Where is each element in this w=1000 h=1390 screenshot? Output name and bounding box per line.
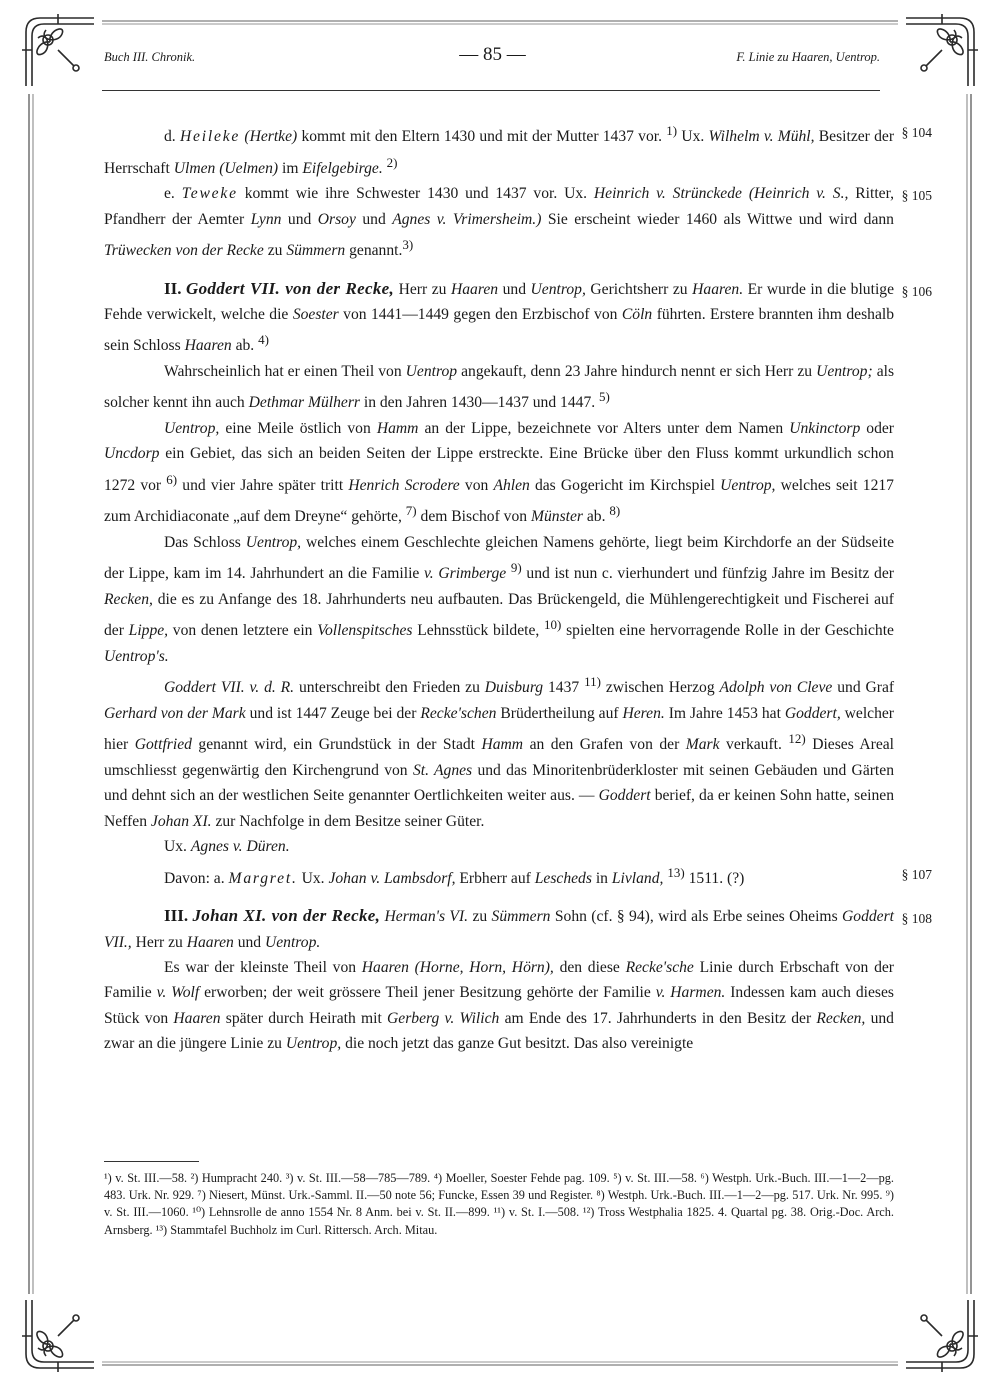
section-marker: § 107 [901,866,932,882]
frame-top-edge [102,18,898,26]
ornament-top-left [18,10,102,94]
paragraph-teweke: e. Teweke kommt wie ihre Schwester 1430 und 1437 vor. Ux. Heinrich v. Strünckede § 105 (Heinrich v. S., Ritter, Pfandherr der Aemter Lynn und Orsoy und Agnes v. Vrimersheim.) Sie erscheint wieder 1460 als Wittwe und wird dann Trüwecken von der Recke zu Sümmern genannt.$^{3)}$ [104,185,932,260]
paragraph-haaren-property: Es war der kleinste Theil von Haaren (Horne, Horn, Hörn), den diese Recke'sche Linie durch Erbschaft von der Familie v. Wolf erworben; der weit grössere Theil jener Besitzung gehörte der Familie v. Harmen. Indessen kam auch dieses Stück von Haaren später durch Heirath mit Gerberg v. Wilich am Ende des 17. Jahrhunderts in den Besitz der Recken, und zwar an die jüngere Linie zu Uentrop, die noch jetzt das ganze Gut besitzt. Das also vereinigte [104,959,894,1053]
paragraph-uentrop-purchase: Wahrscheinlich hat er einen Theil von Uentrop angekauft, denn 23 Jahre hindurch nennt er sich Herr zu Uentrop; als solcher kennt ihn auch Dethmar Mülherr in den Jahren 1430—1437 und 1447. $^{5)}$ [104,363,895,412]
ornament-bottom-left [18,1292,102,1376]
header-left: Buch III. Chronik. [104,50,196,64]
ornament-bottom-right [898,1292,982,1376]
page-number: — 85 — [459,44,526,65]
header-rule [102,90,880,91]
paragraph-davon: Davon: a. Margret. Ux. Johan v. Lambsdorf, Erbherr auf Lescheds in Livland, $^{13)}$ 1511. (?) § 107 [104,860,894,892]
paragraph-uentrop-history: Uentrop, eine Meile östlich von Hamm an der Lippe, bezeichnete vor Alters unter dem Namen Unkinctorp oder Uncdorp ein Gebiet, das sich an beiden Seiten der Lippe erstreckte. Eine Brücke über den Fluss kommt urkundlich schon 1272 vor $^{6)}$ und vier Jahre später tritt Henrich Scrodere von Ahlen das Gogericht im Kirchspiel Uentrop, welches seit 1217 zum Archidiaconate „auf dem Dreyne“ gehörte, $^{7)}$ dem Bischof von Münster ab. $^{8)}$ [104,420,895,526]
section-marker: § 104 [901,125,932,140]
main-text [104,118,932,1057]
footnotes: ¹) v. St. III.—58. ²) Humpracht 240. ³) v. St. III.—58—785—789. ⁴) Moeller, Soester Fehde pag. 109. ⁵) v. St. III.—58. ⁶) Westph. Urk.-Buch. III.—1—2—pg. 483. Urk. Nr. 929. ⁷) Niesert, Münst. Urk.-Samml. II.—50 note 56; Funcke, Essen 39 und Register. ⁸) Westph. Urk.-Buch. III.—1—2—pg. 517. Urk. Nr. 995. ⁹) v. St. III.—1060. ¹⁰) Lehnsrolle de anno 1554 Nr. 8 Anm. bei v. St. II.—899. ¹¹) v. St. I.—508. ¹²) Tross Westphalia 1825. 4. Quartal pg. 38. Orig.-Doc. Arch. Arnsberg. ¹³) Stammtafel Buchholz im Curl. Rittersch. Arch. Mitau. [104,1171,894,1237]
section-marker: § 105 [901,188,932,204]
section-marker: § 106 [901,283,932,299]
section-marker: § 108 [901,911,932,927]
paragraph-ux-agnes: Ux. Agnes v. Düren. [164,838,290,856]
paragraph-schloss: Das Schloss Uentrop, welches einem Geschlechte gleichen Namens gehörte, liegt beim Kirchdorfe an der Südseite der Lippe, kam im 14. Jahrhundert an die Familie v. Grimberge $^{9)}$ und ist nun c. vierhundert und fünfzig Jahre im Besitz der Recken, die es zu Anfange des 18. Jahrhunderts neu aufbauten. Das Brückengeld, die Mühlengerechtigkeit und Fischerei auf der Lippe, von denen letztere ein Vollenspitsches Lehnsstück bildete, $^{10)}$ spielten eine hervorragende Rolle in der Geschichte Uentrop's. [104,534,894,665]
ornament-top-right [898,10,982,94]
frame-right-edge [964,94,974,1294]
header-right: F. Linie zu Haaren, Uentrop. [736,50,880,64]
frame-bottom-edge [102,1360,898,1368]
paragraph-goddert-heading: II. Goddert VII. von der Recke, Herr zu Haaren und Uentrop, Gerichtsherr zu § 106 Haaren. Er wurde in die blutige Fehde verwickelt, welche die Soester von 1441—1449 gegen den Erzbischof von Cöln führten. Erstere brannten ihm deshalb sein Schloss Haaren ab. $^{4)}$ [104,278,932,355]
frame-left-edge [26,94,36,1294]
footnote-rule [104,1161,199,1162]
paragraph-duisburg: Goddert VII. v. d. R. unterschreibt den Frieden zu Duisburg 1437 $^{11)}$ zwischen Herzog Adolph von Cleve und Graf Gerhard von der Mark und ist 1447 Zeuge bei der Recke'schen Brüdertheilung auf Heren. Im Jahre 1453 hat Goddert, welcher hier Gottfried genannt wird, ein Grundstück in der Stadt Hamm an den Grafen von der Mark verkauft. $^{12)}$ Dieses Areal umschliesst gegenwärtig den Kirchengrund von St. Agnes und das Minoritenbrüderkloster mit seinen Gebäuden und Gärten und dehnt sich an der westlichen Seite genannter Oertlichkeiten weiter aus. — Goddert berief, da er keinen Sohn hatte, seinen Neffen Johan XI. zur Nachfolge in dem Besitze seiner Güter. [104,674,895,830]
paragraph-heileke: d. Heileke (Hertke) kommt mit den Eltern 1430 und mit der Mutter 1437 vor. $^{1)}$ Ux. § 104 Wilhelm v. Mühl, Besitzer der Herrschaft Ulmen (Uelmen) im Eifelgebirge. $^{2)}$ [104,118,894,181]
paragraph-johan-heading: III. Johan XI. von der Recke, Herman's VI. zu Sümmern Sohn (cf. § 94), wird § 108 als Erbe seines Oheims Goddert VII., Herr zu Haaren und Uentrop. [104,906,932,951]
